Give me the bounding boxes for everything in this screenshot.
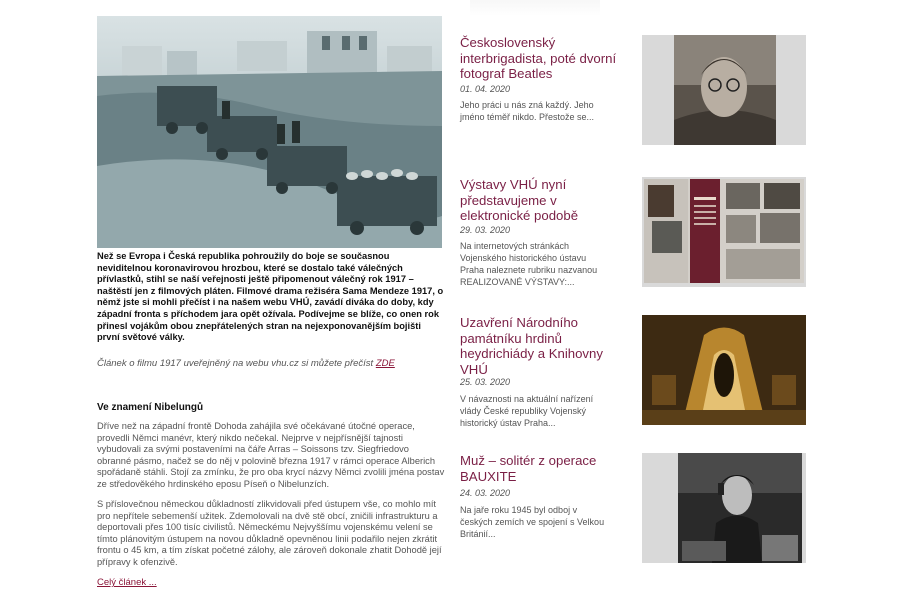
news-card-title[interactable]: Výstavy VHÚ nyní představujeme v elektronické podobě <box>460 177 579 223</box>
hero-photo <box>97 16 442 248</box>
news-card-title[interactable]: Muž – solitér z operace BAUXITE <box>460 453 597 484</box>
news-card[interactable] <box>460 177 806 289</box>
news-card-date: 25. 03. 2020 <box>460 377 511 387</box>
news-card-date: 01. 04. 2020 <box>460 84 511 94</box>
film-note-link[interactable]: ZDE <box>375 358 395 369</box>
news-card-image[interactable] <box>642 177 806 287</box>
news-card-title[interactable]: Uzavření Národního památníku hrdinů heydrichiády a Knihovny VHÚ <box>460 315 603 377</box>
read-more-link[interactable]: Celý článek ... <box>97 577 157 588</box>
news-card-image[interactable] <box>642 453 806 563</box>
news-card[interactable] <box>460 35 806 147</box>
news-card-date: 29. 03. 2020 <box>460 225 511 235</box>
section-title: Ve znamení Nibelungů <box>97 402 204 413</box>
news-card[interactable] <box>460 315 806 427</box>
news-card-excerpt: Na jaře roku 1945 byl odboj v českých zemích ve spojení s Velkou Británií... <box>460 505 605 539</box>
hero-caption: Než se Evropa i Česká republika pohroužily do boje se současnou neviditelnou koronavirovou hrozbou, které se dostalo také válečných přívlastků, stihl se naší veřejnosti ještě připomenout válečný rok 1917 – naštěstí jen z filmových pláten. Filmové drama režiséra Sama Mendeze 1917, o němž jste si mohli přečíst i na našem webu VHÚ, zavádí diváka do doby, kdy západní fronta s příchodem jara opět ožívala. Podívejme se blíže, co onen rok přinesl vojákům obou znepřátelených stran na nejexponovanějším bojišti první světové války. <box>97 251 444 343</box>
news-card-excerpt: Jeho práci u nás zná každý. Jeho jméno téměř nikdo. Přestože se... <box>460 100 595 122</box>
news-card-image[interactable] <box>642 35 806 145</box>
paragraph: Dříve než na západní frontě Dohoda zahájila své očekávané útočné operace, provedli Němci manévr, který nikdo nečekal. Nejprve v nejpřísnější tajnosti vybudovali za svými postaveními na čáře Arras – Soissons tzv. Siegfriedovo obranné pásmo, načež se do něj v polovině března 1917 v rámci operace Alberich spořádaně stáhli. Stojí za zmínku, že pro oba krycí názvy Němci zvolili jména postav ze středověkého hrdinského eposu Píseň o Nibelunzích. <box>97 421 445 489</box>
news-card[interactable] <box>460 453 806 565</box>
news-card-title[interactable]: Československý interbrigadista, poté dvorní fotograf Beatles <box>460 35 617 81</box>
news-card-excerpt: Na internetových stránkách Vojenského historického ústavu Praha naleznete rubriku nazvanou REALIZOVANÉ VÝSTAVY:... <box>460 241 598 287</box>
news-card-excerpt: V návaznosti na aktuální nařízení vlády České republiky Vojenský historický ústav Praha... <box>460 394 594 428</box>
top-fade <box>470 0 600 16</box>
news-card-image[interactable] <box>642 315 806 425</box>
paragraph: S příslovečnou německou důkladností zlikvidovali před ústupem vše, co mohlo mít pro nepřítele sebemenší užitek. Zdemolovali na dvě stě obcí, zničili infrastrukturu a deportovali přes 100 tisíc civilistů. Německému Nejvyššímu vojenskému velení se tímto plánovitým ústupem na novou důkladně opevněnou linii podařilo nejen zkrátit frontu o 45 km, a tím získat početné zálohy, ale zároveň dokonale zhatit Dohodě její přípravy k ofenzivě. <box>97 499 442 567</box>
news-card-date: 24. 03. 2020 <box>460 488 511 498</box>
film-note <box>97 358 445 370</box>
film-note-text: Článek o filmu 1917 uveřejněný na webu vhu.cz si můžete přečíst <box>97 358 374 369</box>
